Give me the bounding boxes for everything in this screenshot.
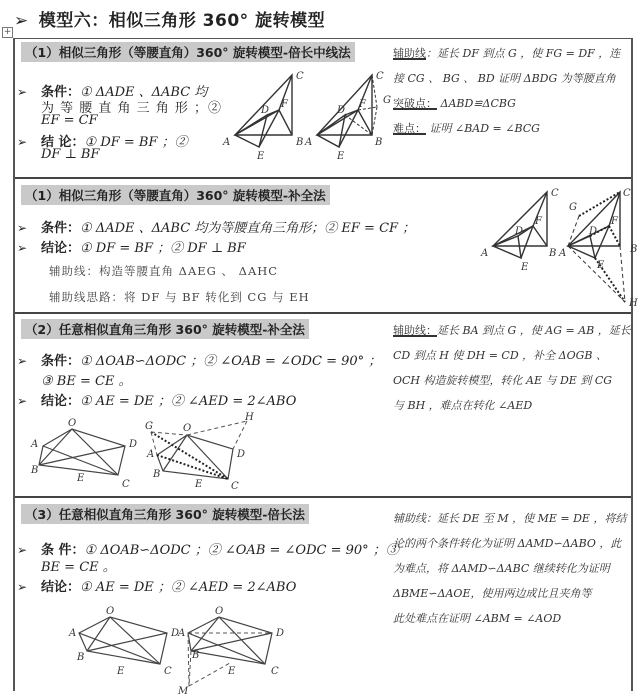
section-header: （2）任意相似直角三角形 360° 旋转模型-补全法 — [21, 319, 309, 339]
hint-notes — [393, 506, 626, 631]
svg-text:G: G — [383, 95, 391, 106]
note-line: 难点： 证明 ∠BAD = ∠BCG — [393, 122, 540, 135]
arrow-bullet-icon: ➢ — [17, 580, 28, 594]
svg-text:O: O — [106, 606, 115, 617]
svg-text:A: A — [147, 449, 155, 460]
note-line: 与 BH ，难点在转化 ∠AED — [393, 399, 533, 412]
svg-text:C: C — [231, 481, 239, 492]
svg-text:F: F — [281, 99, 288, 110]
svg-text:A: A — [178, 628, 186, 639]
condition-line: ➢ 条件：① ΔADE 、ΔABC 均为等腰直角三角形；② EF = CF ； — [17, 221, 416, 236]
note-line: 辅助线：延长 BA 到点 G ，使 AG = AB ，延长 — [393, 324, 631, 337]
svg-text:C: C — [271, 666, 279, 677]
conclusion-line: ➢ 结论：① AE = DE ；② ∠AED = 2∠ABO — [17, 394, 297, 409]
arrow-bullet-icon: ➢ — [17, 543, 28, 557]
note-line: ΔBME∽ΔAOE，使用两边成比且夹角等 — [393, 587, 592, 600]
auxiliary-idea-note: 辅助线思路：将 DF 与 BF 转化到 CG 与 EH — [49, 290, 310, 304]
condition-line: 为 等 腰 直 角 三 角 形 ；② — [41, 101, 223, 116]
svg-text:H: H — [245, 412, 254, 423]
svg-text:A: A — [559, 248, 567, 259]
svg-text:C: C — [164, 666, 172, 677]
svg-text:E: E — [77, 473, 85, 484]
condition-line: ③ BE = CE 。 — [41, 374, 132, 389]
note-line: 辅助线：延长 DE 至 M ，使 ME = DE ，将结 — [393, 512, 627, 525]
page-title-text: 模型六：相似三角形 360° 旋转模型 — [38, 11, 326, 31]
svg-text:D: D — [337, 105, 346, 116]
figure-midline-method — [217, 67, 391, 167]
svg-text:B: B — [549, 248, 557, 259]
note-line: OCH 构造旋转模型，转化 AE 与 DE 到 CG — [393, 374, 613, 387]
note-line: 论的两个条件转化为证明 ΔAMD∽ΔABO ，此 — [393, 537, 622, 550]
svg-text:E: E — [597, 260, 605, 271]
svg-text:H: H — [629, 298, 638, 309]
section-row-2 — [15, 179, 638, 314]
svg-text:O: O — [215, 606, 224, 617]
svg-text:G: G — [569, 202, 577, 213]
svg-text:E: E — [521, 262, 529, 273]
figure-right-triangle-completion — [25, 412, 285, 497]
arrow-bullet-icon: ➢ — [17, 135, 28, 149]
note-line: 此处难点在证明 ∠ABM = ∠AOD — [393, 612, 562, 625]
condition-line: BE = CE 。 — [41, 560, 116, 575]
section-header: （1）相似三角形（等腰直角）360° 旋转模型-倍长中线法 — [21, 42, 355, 62]
svg-text:E: E — [195, 479, 203, 490]
page-title — [14, 6, 325, 31]
arrow-bullet-icon: ➢ — [17, 394, 28, 408]
svg-text:A: A — [69, 628, 77, 639]
svg-text:B: B — [630, 244, 638, 255]
conclusion-line: ➢ 结论：① AE = DE ；② ∠AED = 2∠ABO — [17, 580, 297, 595]
condition-line: ➢ 条 件：① ΔOAB∽ΔODC ；② ∠OAB = ∠ODC = 90° ；③ — [17, 543, 399, 558]
svg-text:D: D — [129, 439, 138, 450]
arrow-bullet-icon: ➢ — [17, 241, 28, 255]
svg-text:D: D — [171, 628, 180, 639]
figure-right-triangle-doubling — [65, 606, 325, 696]
svg-text:G: G — [145, 421, 153, 432]
arrow-bullet-icon: ➢ — [14, 11, 29, 31]
hint-notes — [393, 318, 631, 418]
note-line: 辅助线：延长 DF 到点 G ，使 FG = DF ，连 — [393, 47, 621, 60]
note-line: 为难点，将 ΔAMD∽ΔABC 继续转化为证明 — [393, 562, 610, 575]
svg-text:E: E — [228, 666, 236, 677]
note-line: CD 到点 H 使 DH = CD ，补全 ΔOGB 、 — [393, 349, 607, 362]
svg-text:D: D — [515, 226, 524, 237]
svg-text:E: E — [117, 666, 125, 677]
figure-completion-method — [465, 184, 638, 309]
svg-text:C: C — [623, 188, 631, 199]
svg-text:C: C — [296, 71, 304, 82]
svg-text:A: A — [481, 248, 489, 259]
condition-line: EF = CF — [41, 113, 98, 128]
svg-text:E: E — [337, 151, 345, 162]
arrow-bullet-icon: ➢ — [17, 354, 28, 368]
svg-text:D: D — [261, 105, 270, 116]
svg-text:B: B — [296, 137, 304, 148]
svg-text:C: C — [376, 71, 384, 82]
note-line: 接 CG 、 BG 、 BD 证明 ΔBDG 为等腰直角 — [393, 72, 616, 85]
svg-text:F: F — [611, 216, 618, 227]
svg-text:O: O — [183, 423, 192, 434]
svg-text:B: B — [31, 465, 39, 476]
svg-text:D: D — [237, 449, 246, 460]
svg-text:D: D — [276, 628, 285, 639]
hint-notes — [393, 41, 620, 141]
svg-text:A: A — [305, 137, 313, 148]
svg-text:A: A — [223, 137, 231, 148]
conclusion-line: ➢ 结论：① DF = BF ；② DF ⊥ BF — [17, 241, 246, 256]
svg-text:B: B — [77, 652, 85, 663]
svg-text:F: F — [535, 216, 542, 227]
section-header: （3）任意相似直角三角形 360° 旋转模型-倍长法 — [21, 504, 309, 524]
svg-text:M: M — [178, 686, 189, 697]
auxiliary-line-note: 辅助线：构造等腰直角 ΔAEG 、 ΔAHC — [49, 264, 279, 278]
arrow-bullet-icon: ➢ — [17, 221, 28, 235]
note-line: 突破点： ΔABD≌ΔCBG — [393, 97, 516, 110]
svg-text:F: F — [359, 99, 366, 110]
svg-text:B: B — [153, 469, 161, 480]
condition-line: ➢ 条件：① ΔADE 、ΔABC 均 — [17, 85, 208, 100]
condition-line: ➢ 条件：① ΔOAB∽ΔODC ；② ∠OAB = ∠ODC = 90° ； — [17, 354, 382, 369]
model-table — [13, 38, 638, 697]
conclusion-line: DF ⊥ BF — [41, 147, 100, 162]
conclusion-line: ➢ 结 论：① DF = BF ；② — [17, 135, 188, 150]
svg-text:O: O — [68, 418, 77, 429]
svg-text:A: A — [31, 439, 39, 450]
svg-text:C: C — [551, 188, 559, 199]
svg-text:B: B — [375, 137, 383, 148]
section-row-1 — [15, 39, 631, 179]
section-row-3 — [15, 314, 631, 498]
section-row-4 — [15, 498, 631, 698]
svg-text:D: D — [589, 226, 598, 237]
arrow-bullet-icon: ➢ — [17, 85, 28, 99]
svg-text:E: E — [257, 151, 265, 162]
svg-text:C: C — [122, 479, 130, 490]
section-header: （1）相似三角形（等腰直角）360° 旋转模型-补全法 — [21, 185, 330, 205]
svg-text:B: B — [192, 650, 200, 661]
table-move-handle[interactable]: + — [3, 27, 12, 37]
